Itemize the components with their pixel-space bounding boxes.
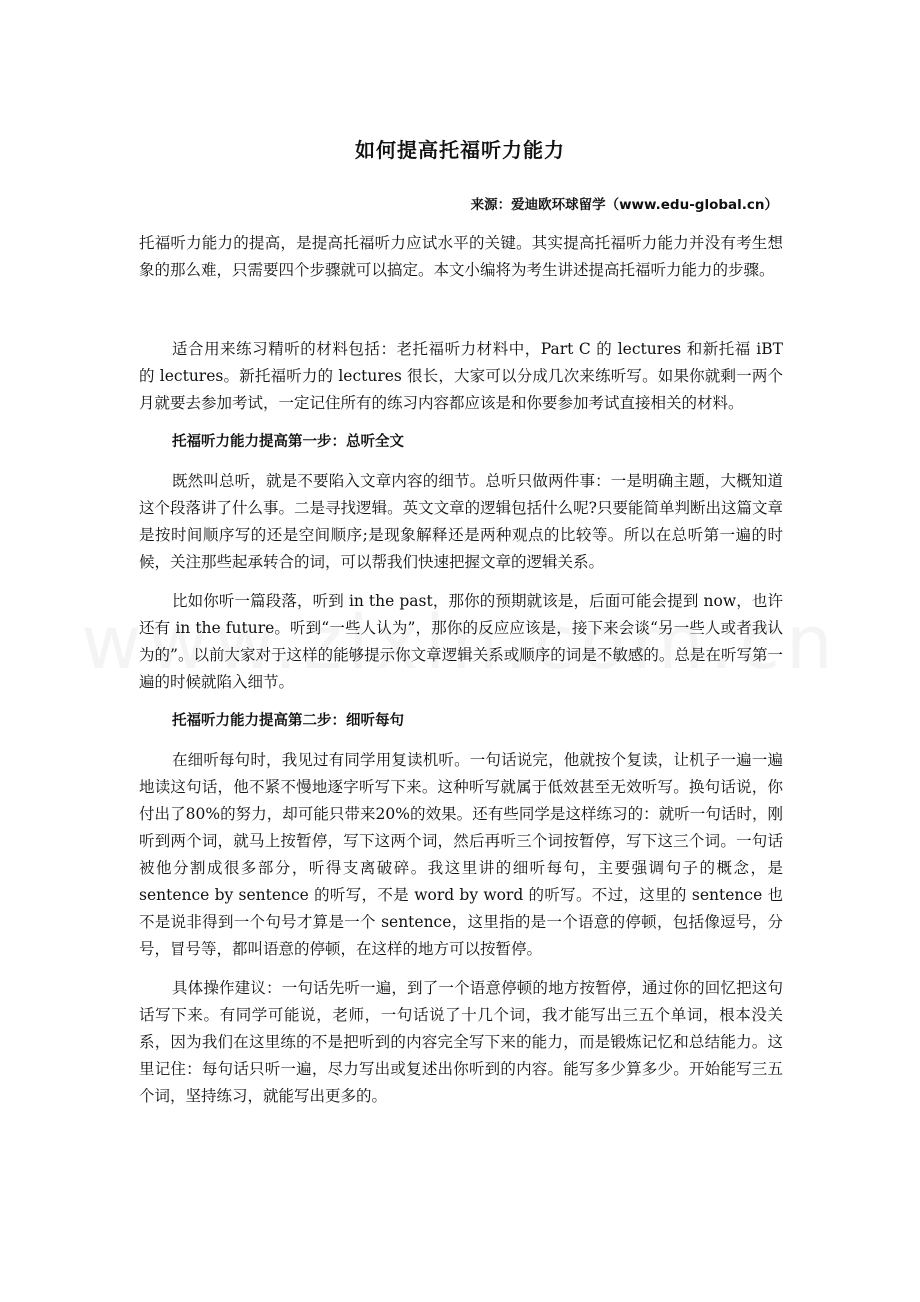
article-body (139, 230, 783, 1122)
materials-paragraph: 适合用来练习精听的材料包括：老托福听力材料中，Part C 的 lectures 和新托福 iBT 的 lectures。新托福听力的 lectures 很长，大家可以分成几次来练听写。如果你就剩一两个月就要去参加考试，一定记住所有的练习内容都应该是和你要参加考试直接相关的材料。 (139, 340, 783, 412)
intro-paragraph: 托福听力能力的提高，是提高托福听力应试水平的关键。其实提高托福听力能力并没有考生想象的那么难，只需要四个步骤就可以搞定。本文小编将为考生讲述提高托福听力能力的步骤。 (139, 234, 783, 279)
step-two-paragraph-1: 在细听每句时，我见过有同学用复读机听。一句话说完，他就按个复读，让机子一遍一遍地读这句话，他不紧不慢地逐字听写下来。这种听写就属于低效甚至无效听写。换句话说，你付出了80%的努力，却可能只带来20%的效果。还有些同学是这样练习的：就听一句话时，刚听到两个词，就马上按暂停，写下这两个词，然后再听三个词按暂停，写下这三个词。一句话被他分割成很多部分，听得支离破碎。我这里讲的细听每句，主要强调句子的概念，是 sentence by sentence 的听写，不是 word by word 的听写。不过，这里的 sentence 也不是说非得到一个句号才算是一个 sentence，这里指的是一个语意的停顿，包括像逗号，分号，冒号等，都叫语意的停顿，在这样的地方可以按暂停。 (139, 751, 783, 958)
step-one-paragraph-2: 比如你听一篇段落，听到 in the past，那你的预期就该是，后面可能会提到 now，也许还有 in the future。听到“一些人认为”，那你的反应应该是，接下来会谈“另一些人或者我认为的”。以前大家对于这样的能够提示你文章逻辑关系或顺序的词是不敏感的。总是在听写第一遍的时候就陷入细节。 (139, 592, 783, 691)
step-one-paragraph-1: 既然叫总听，就是不要陷入文章内容的细节。总听只做两件事：一是明确主题，大概知道这个段落讲了什么事。二是寻找逻辑。英文文章的逻辑包括什么呢?只要能简单判断出这篇文章是按时间顺序写的还是空间顺序;是现象解释还是两种观点的比较等。所以在总听第一遍的时候，关注那些起承转合的词，可以帮我们快速把握文章的逻辑关系。 (139, 472, 783, 571)
page-title: 如何提高托福听力能力 (355, 138, 565, 162)
step-one-heading: 托福听力能力提高第一步：总听全文 (172, 434, 404, 450)
source-line: 来源：爱迪欧环球留学（www.edu-global.cn） (470, 197, 778, 213)
step-two-paragraph-2: 具体操作建议：一句话先听一遍，到了一个语意停顿的地方按暂停，通过你的回忆把这句话写下来。有同学可能说，老师，一句话说了十几个词，我才能写出三五个单词，根本没关系，因为我们在这里练的不是把听到的内容完全写下来的能力，而是锻炼记忆和总结能力。这里记住：每句话只听一遍，尽力写出或复述出你听到的内容。能写多少算多少。开始能写三五个词，坚持练习，就能写出更多的。 (139, 979, 783, 1105)
step-two-heading: 托福听力能力提高第二步：细听每句 (172, 713, 404, 729)
